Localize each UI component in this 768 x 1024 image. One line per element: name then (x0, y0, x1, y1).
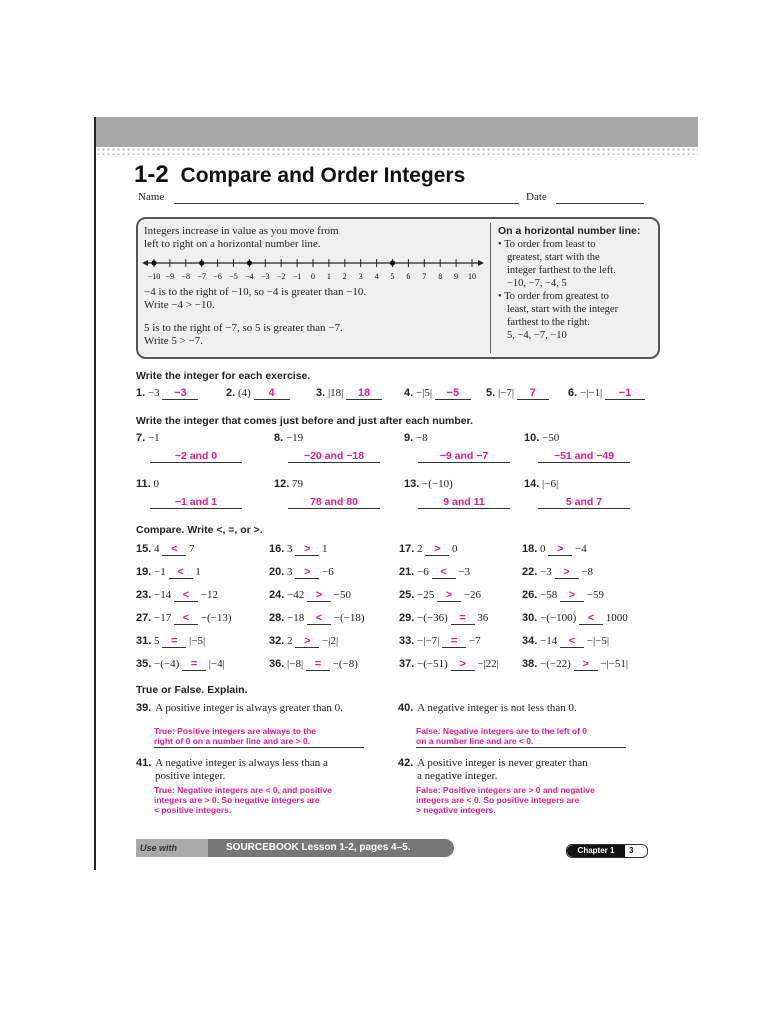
exercise-number: 27. (136, 612, 152, 624)
compare-right: 1 (195, 566, 201, 578)
answer-field[interactable]: > (295, 635, 319, 648)
compare-left: 0 (540, 543, 546, 555)
exercise-number: 23. (136, 589, 152, 601)
number-line-label: −6 (213, 272, 222, 281)
statement-text: A positive integer is always greater than 0. (155, 702, 343, 714)
compare-item (136, 589, 218, 602)
explanation-line: integers are < 0. So positive integers are (416, 795, 580, 805)
page-number: 3 (629, 846, 634, 855)
compare-left: 3 (287, 566, 293, 578)
statement-line: positive integer. (155, 770, 226, 782)
answer-field[interactable]: = (162, 635, 186, 648)
number-line-label: −7 (197, 272, 206, 281)
section-heading: Write the integer that comes just before and just after each number. (136, 415, 474, 427)
exercise-question: 79 (292, 478, 304, 490)
statement-first-line (136, 702, 376, 715)
exercise-number: 2. (226, 387, 236, 399)
number-line-point (151, 260, 156, 265)
compare-left: −(−4) (154, 658, 180, 670)
compare-item (399, 635, 481, 648)
answer-field[interactable]: = (442, 635, 466, 648)
exercise-question: −(−10) (422, 478, 453, 490)
intro-line: left to right on a horizontal number line. (144, 238, 321, 250)
explanation-line: < positive integers. (154, 805, 232, 815)
compare-right: −50 (333, 589, 351, 601)
number-line-label: 6 (406, 272, 411, 281)
answer-field[interactable]: = (182, 658, 206, 671)
exercise-number: 10. (524, 432, 540, 444)
exercise-item (136, 432, 160, 444)
compare-item (399, 658, 499, 671)
exercise-number: 35. (136, 658, 152, 670)
compare-left: −(−36) (417, 612, 448, 624)
compare-left: −1 (154, 566, 166, 578)
answer-field[interactable]: 18 (346, 387, 382, 400)
exercise-number: 3. (316, 387, 326, 399)
statement-first-line (136, 757, 376, 770)
answer-field[interactable]: 7 (517, 387, 549, 400)
statement-text: A negative integer is always less than a (155, 757, 328, 769)
number-line-point (199, 260, 204, 265)
answer-field[interactable]: −51 and −49 (538, 450, 630, 463)
exercise-question: |−6| (542, 478, 559, 490)
exercise-number: 9. (404, 432, 414, 444)
compare-item (522, 658, 628, 671)
compare-right: |−4| (208, 658, 225, 670)
exercise-number: 38. (522, 658, 538, 670)
concept-box (136, 217, 660, 359)
exercise-question: |−7| (497, 387, 515, 399)
compare-left: −25 (417, 589, 435, 601)
example-line: −4 is to the right of −10, so −4 is greater than −10. (144, 286, 367, 298)
use-with-label: Use with (136, 839, 208, 857)
compare-right: −|22| (477, 658, 499, 670)
answer-field[interactable]: < (560, 635, 584, 648)
worksheet-page (94, 117, 698, 870)
header-bar (96, 117, 698, 147)
compare-left: −58 (540, 589, 558, 601)
sourcebook-bar (136, 839, 454, 857)
explanation-line: integers are > 0. So negative integers are (154, 795, 320, 805)
explanation-line: > negative integers. (416, 805, 496, 815)
exercise-number: 40. (398, 702, 414, 714)
rule-line: −10, −7, −4, 5 (507, 278, 567, 289)
exercise-number: 14. (524, 478, 540, 490)
exercise-item (486, 387, 549, 400)
answer-explanation[interactable] (154, 785, 374, 815)
compare-item (522, 612, 628, 625)
statement (398, 757, 638, 783)
rule-line: • To order from least to (498, 239, 596, 250)
answer-field[interactable]: = (451, 612, 475, 625)
rule-line: 5, −4, −7, −10 (507, 330, 567, 341)
answer-field[interactable]: > (560, 589, 584, 602)
exercise-number: 1. (136, 387, 146, 399)
answer-explanation[interactable] (154, 726, 374, 746)
compare-item (269, 658, 358, 671)
answer-field[interactable]: −9 and −7 (418, 450, 510, 463)
compare-item (136, 612, 232, 625)
exercise-number: 8. (274, 432, 284, 444)
number-line-label: 4 (374, 272, 379, 281)
answer-underline (154, 747, 364, 748)
statement-first-line (398, 702, 638, 715)
compare-left: 2 (287, 635, 293, 647)
example-2 (144, 322, 343, 348)
compare-right: −(−13) (200, 612, 232, 624)
number-line-point (390, 260, 395, 265)
number-line-label: 0 (311, 272, 315, 281)
exercise-item (136, 478, 159, 490)
chapter-tab (566, 844, 648, 858)
page-title (134, 161, 465, 189)
exercise-number: 4. (404, 387, 414, 399)
compare-item (269, 543, 328, 556)
exercise-question: 0 (153, 478, 159, 490)
section-heading: Compare. Write <, =, or >. (136, 524, 263, 536)
dotted-border (96, 147, 698, 155)
lesson-number: 1-2 (134, 161, 169, 188)
answer-field[interactable]: > (437, 589, 461, 602)
section-heading: Write the integer for each exercise. (136, 370, 311, 382)
compare-right: −26 (463, 589, 481, 601)
answer-field[interactable]: < (174, 589, 198, 602)
compare-right: −12 (200, 589, 218, 601)
compare-left: −(−51) (417, 658, 448, 670)
exercise-number: 42. (398, 757, 414, 769)
answer-explanation[interactable] (416, 726, 636, 746)
number-line-label: 5 (390, 272, 395, 281)
box-divider (490, 223, 491, 353)
compare-right: −8 (581, 566, 593, 578)
compare-left: −3 (540, 566, 552, 578)
compare-item (136, 658, 225, 671)
statement (136, 757, 376, 783)
number-line-label: −2 (276, 272, 286, 281)
compare-item (136, 543, 195, 556)
exercise-number: 25. (399, 589, 415, 601)
exercise-number: 34. (522, 635, 538, 647)
exercise-number: 12. (274, 478, 290, 490)
explanation-line: True: Positive integers are always to the (154, 726, 317, 736)
statement-first-line (398, 757, 638, 770)
explanation-line: on a number line and are < 0. (416, 736, 534, 746)
example-1 (144, 286, 366, 312)
exercise-number: 37. (399, 658, 415, 670)
compare-left: 4 (154, 543, 160, 555)
answer-field[interactable]: −20 and −18 (288, 450, 380, 463)
lesson-title: Compare and Order Integers (180, 164, 466, 187)
exercise-number: 5. (486, 387, 496, 399)
number-line-label: 1 (326, 272, 331, 281)
name-field[interactable] (174, 203, 519, 204)
answer-field[interactable]: 78 and 80 (288, 496, 380, 509)
compare-item (136, 635, 205, 648)
compare-left: 3 (287, 543, 293, 555)
answer-field[interactable]: −3 (162, 387, 198, 400)
rule-line: least, start with the integer (507, 304, 619, 315)
name-label: Name (138, 191, 165, 203)
statement-text: A negative integer is not less than 0. (417, 702, 577, 714)
compare-item (269, 612, 365, 625)
compare-right: 36 (477, 612, 489, 624)
exercise-item (136, 387, 198, 400)
number-line-label: 9 (454, 272, 459, 281)
number-line-label: −4 (245, 272, 254, 281)
explanation-line: True: Negative integers are < 0, and positive (154, 785, 332, 795)
exercise-number: 36. (269, 658, 285, 670)
exercise-number: 39. (136, 702, 152, 714)
rule-line: farthest to the right. (507, 317, 590, 328)
answer-field[interactable]: < (307, 612, 331, 625)
answer-field[interactable]: > (295, 566, 319, 579)
number-line-label: 8 (438, 272, 443, 281)
exercise-number: 13. (404, 478, 420, 490)
rule-line: greatest, start with the (507, 252, 600, 263)
exercise-item (524, 432, 559, 444)
explanation-line: False: Positive integers are > 0 and negative (416, 785, 595, 795)
compare-right: 1 (322, 543, 328, 555)
statement-text: A positive integer is never greater than (417, 757, 588, 769)
answer-field[interactable]: > (548, 543, 572, 556)
exercise-item (568, 387, 645, 400)
compare-right: −|−5| (586, 635, 610, 647)
statement-line: a negative integer. (417, 770, 498, 782)
answer-field[interactable]: < (174, 612, 198, 625)
compare-left: 5 (154, 635, 160, 647)
intro-text (144, 225, 339, 251)
exercise-item (524, 478, 558, 490)
answer-field[interactable]: < (162, 543, 186, 556)
answer-field[interactable]: −5 (435, 387, 471, 400)
exercise-number: 15. (136, 543, 152, 555)
exercise-number: 31. (136, 635, 152, 647)
exercise-number: 22. (522, 566, 538, 578)
compare-item (522, 566, 593, 579)
answer-field[interactable]: > (295, 543, 319, 556)
compare-item (269, 566, 334, 579)
exercise-question: −8 (415, 432, 428, 444)
answer-field[interactable]: 5 and 7 (538, 496, 630, 509)
answer-field[interactable]: > (451, 658, 475, 671)
number-line-label: 7 (422, 272, 427, 281)
compare-right: −|2| (322, 635, 339, 647)
compare-item (399, 612, 488, 625)
exercise-item (404, 478, 453, 490)
answer-field[interactable]: = (306, 658, 330, 671)
compare-right: −(−18) (333, 612, 365, 624)
answer-field[interactable]: 9 and 11 (418, 496, 510, 509)
answer-field[interactable]: > (425, 543, 449, 556)
answer-field[interactable]: < (432, 566, 456, 579)
answer-explanation[interactable] (416, 785, 636, 815)
intro-line: Integers increase in value as you move from (144, 225, 339, 237)
exercise-item (404, 387, 471, 400)
exercise-number: 7. (136, 432, 146, 444)
compare-left: −6 (417, 566, 429, 578)
example-line: Write −4 > −10. (144, 299, 215, 311)
exercise-number: 32. (269, 635, 285, 647)
compare-right: −3 (458, 566, 470, 578)
sourcebook-reference: SOURCEBOOK Lesson 1-2, pages 4–5. (226, 842, 411, 853)
compare-item (399, 589, 481, 602)
number-line-label: −1 (292, 272, 302, 281)
exercise-number: 20. (269, 566, 285, 578)
exercise-number: 6. (568, 387, 578, 399)
exercise-number: 29. (399, 612, 415, 624)
exercise-number: 21. (399, 566, 415, 578)
compare-right: −|−51| (600, 658, 629, 670)
compare-right: −7 (468, 635, 481, 647)
exercise-number: 16. (269, 543, 285, 555)
exercise-question: (4) (237, 387, 251, 399)
date-field[interactable] (556, 203, 644, 204)
compare-item (269, 589, 351, 602)
statement (136, 702, 376, 715)
explanation-line: False: Negative integers are to the left of 0 (416, 726, 587, 736)
compare-left: −(−22) (540, 658, 571, 670)
number-line (138, 255, 488, 283)
exercise-question: −1 (147, 432, 160, 444)
explanation-line: right of 0 on a number line and are > 0. (154, 736, 311, 746)
exercise-question: −|−1| (579, 387, 603, 399)
statement (398, 702, 638, 715)
exercise-question: |18| (327, 387, 344, 399)
exercise-number: 11. (136, 478, 151, 490)
answer-field[interactable]: −1 and 1 (150, 496, 242, 509)
exercise-number: 19. (136, 566, 152, 578)
number-line-label: 2 (342, 272, 347, 281)
compare-left: −(−100) (540, 612, 577, 624)
rule-heading: On a horizontal number line: (498, 225, 641, 237)
compare-right: 1000 (605, 612, 628, 624)
exercise-number: 28. (269, 612, 285, 624)
exercise-item (316, 387, 382, 400)
compare-left: 2 (417, 543, 423, 555)
number-line-label: −10 (147, 272, 161, 281)
compare-right: −59 (586, 589, 604, 601)
exercise-number: 17. (399, 543, 415, 555)
compare-left: −14 (154, 589, 172, 601)
compare-item (399, 566, 470, 579)
answer-field[interactable]: −1 (605, 387, 645, 400)
compare-item (136, 566, 201, 579)
compare-left: −42 (287, 589, 305, 601)
compare-left: −17 (154, 612, 172, 624)
answer-field[interactable]: < (169, 566, 193, 579)
exercise-number: 41. (136, 757, 152, 769)
answer-underline (416, 747, 626, 748)
exercise-number: 18. (522, 543, 538, 555)
number-line-label: −8 (181, 272, 191, 281)
exercise-number: 33. (399, 635, 415, 647)
number-line-point (247, 260, 252, 265)
example-line: Write 5 > −7. (144, 335, 204, 347)
compare-item (522, 543, 587, 556)
exercise-item (274, 478, 303, 490)
compare-right: |−5| (189, 635, 206, 647)
compare-right: 0 (452, 543, 458, 555)
compare-item (399, 543, 458, 556)
number-line-label: 3 (358, 272, 363, 281)
section-heading: True or False. Explain. (136, 684, 248, 696)
exercise-number: 30. (522, 612, 538, 624)
exercise-item (226, 387, 290, 400)
compare-right: 7 (189, 543, 195, 555)
answer-field[interactable]: > (574, 658, 598, 671)
chapter-label: Chapter 1 (567, 845, 625, 857)
compare-right: −4 (575, 543, 587, 555)
compare-left: −18 (287, 612, 305, 624)
answer-field[interactable]: > (555, 566, 579, 579)
rule-line: • To order from greatest to (498, 291, 609, 302)
compare-item (522, 589, 604, 602)
answer-field[interactable]: −2 and 0 (150, 450, 242, 463)
compare-left: |−8| (287, 658, 304, 670)
exercise-question: −|5| (415, 387, 433, 399)
exercise-question: −3 (147, 387, 160, 399)
compare-left: −14 (540, 635, 558, 647)
concept-right (498, 225, 656, 342)
number-line-label: −3 (261, 272, 270, 281)
compare-left: −|−7| (417, 635, 440, 647)
answer-field[interactable]: 4 (254, 387, 290, 400)
compare-right: −6 (322, 566, 334, 578)
compare-item (522, 635, 609, 648)
date-label: Date (526, 191, 547, 203)
exercise-question: −50 (542, 432, 560, 444)
example-line: 5 is to the right of −7, so 5 is greater than −7. (144, 322, 343, 334)
answer-field[interactable]: < (579, 612, 603, 625)
exercise-item (404, 432, 428, 444)
answer-field[interactable]: > (307, 589, 331, 602)
compare-item (269, 635, 338, 648)
exercise-number: 26. (522, 589, 538, 601)
exercise-item (274, 432, 303, 444)
exercise-question: −19 (285, 432, 304, 444)
compare-right: −(−8) (332, 658, 358, 670)
exercise-number: 24. (269, 589, 285, 601)
number-line-label: 10 (468, 272, 476, 281)
number-line-label: −5 (229, 272, 238, 281)
rule-line: integer farthest to the left. (507, 265, 616, 276)
number-line-label: −9 (165, 272, 175, 281)
